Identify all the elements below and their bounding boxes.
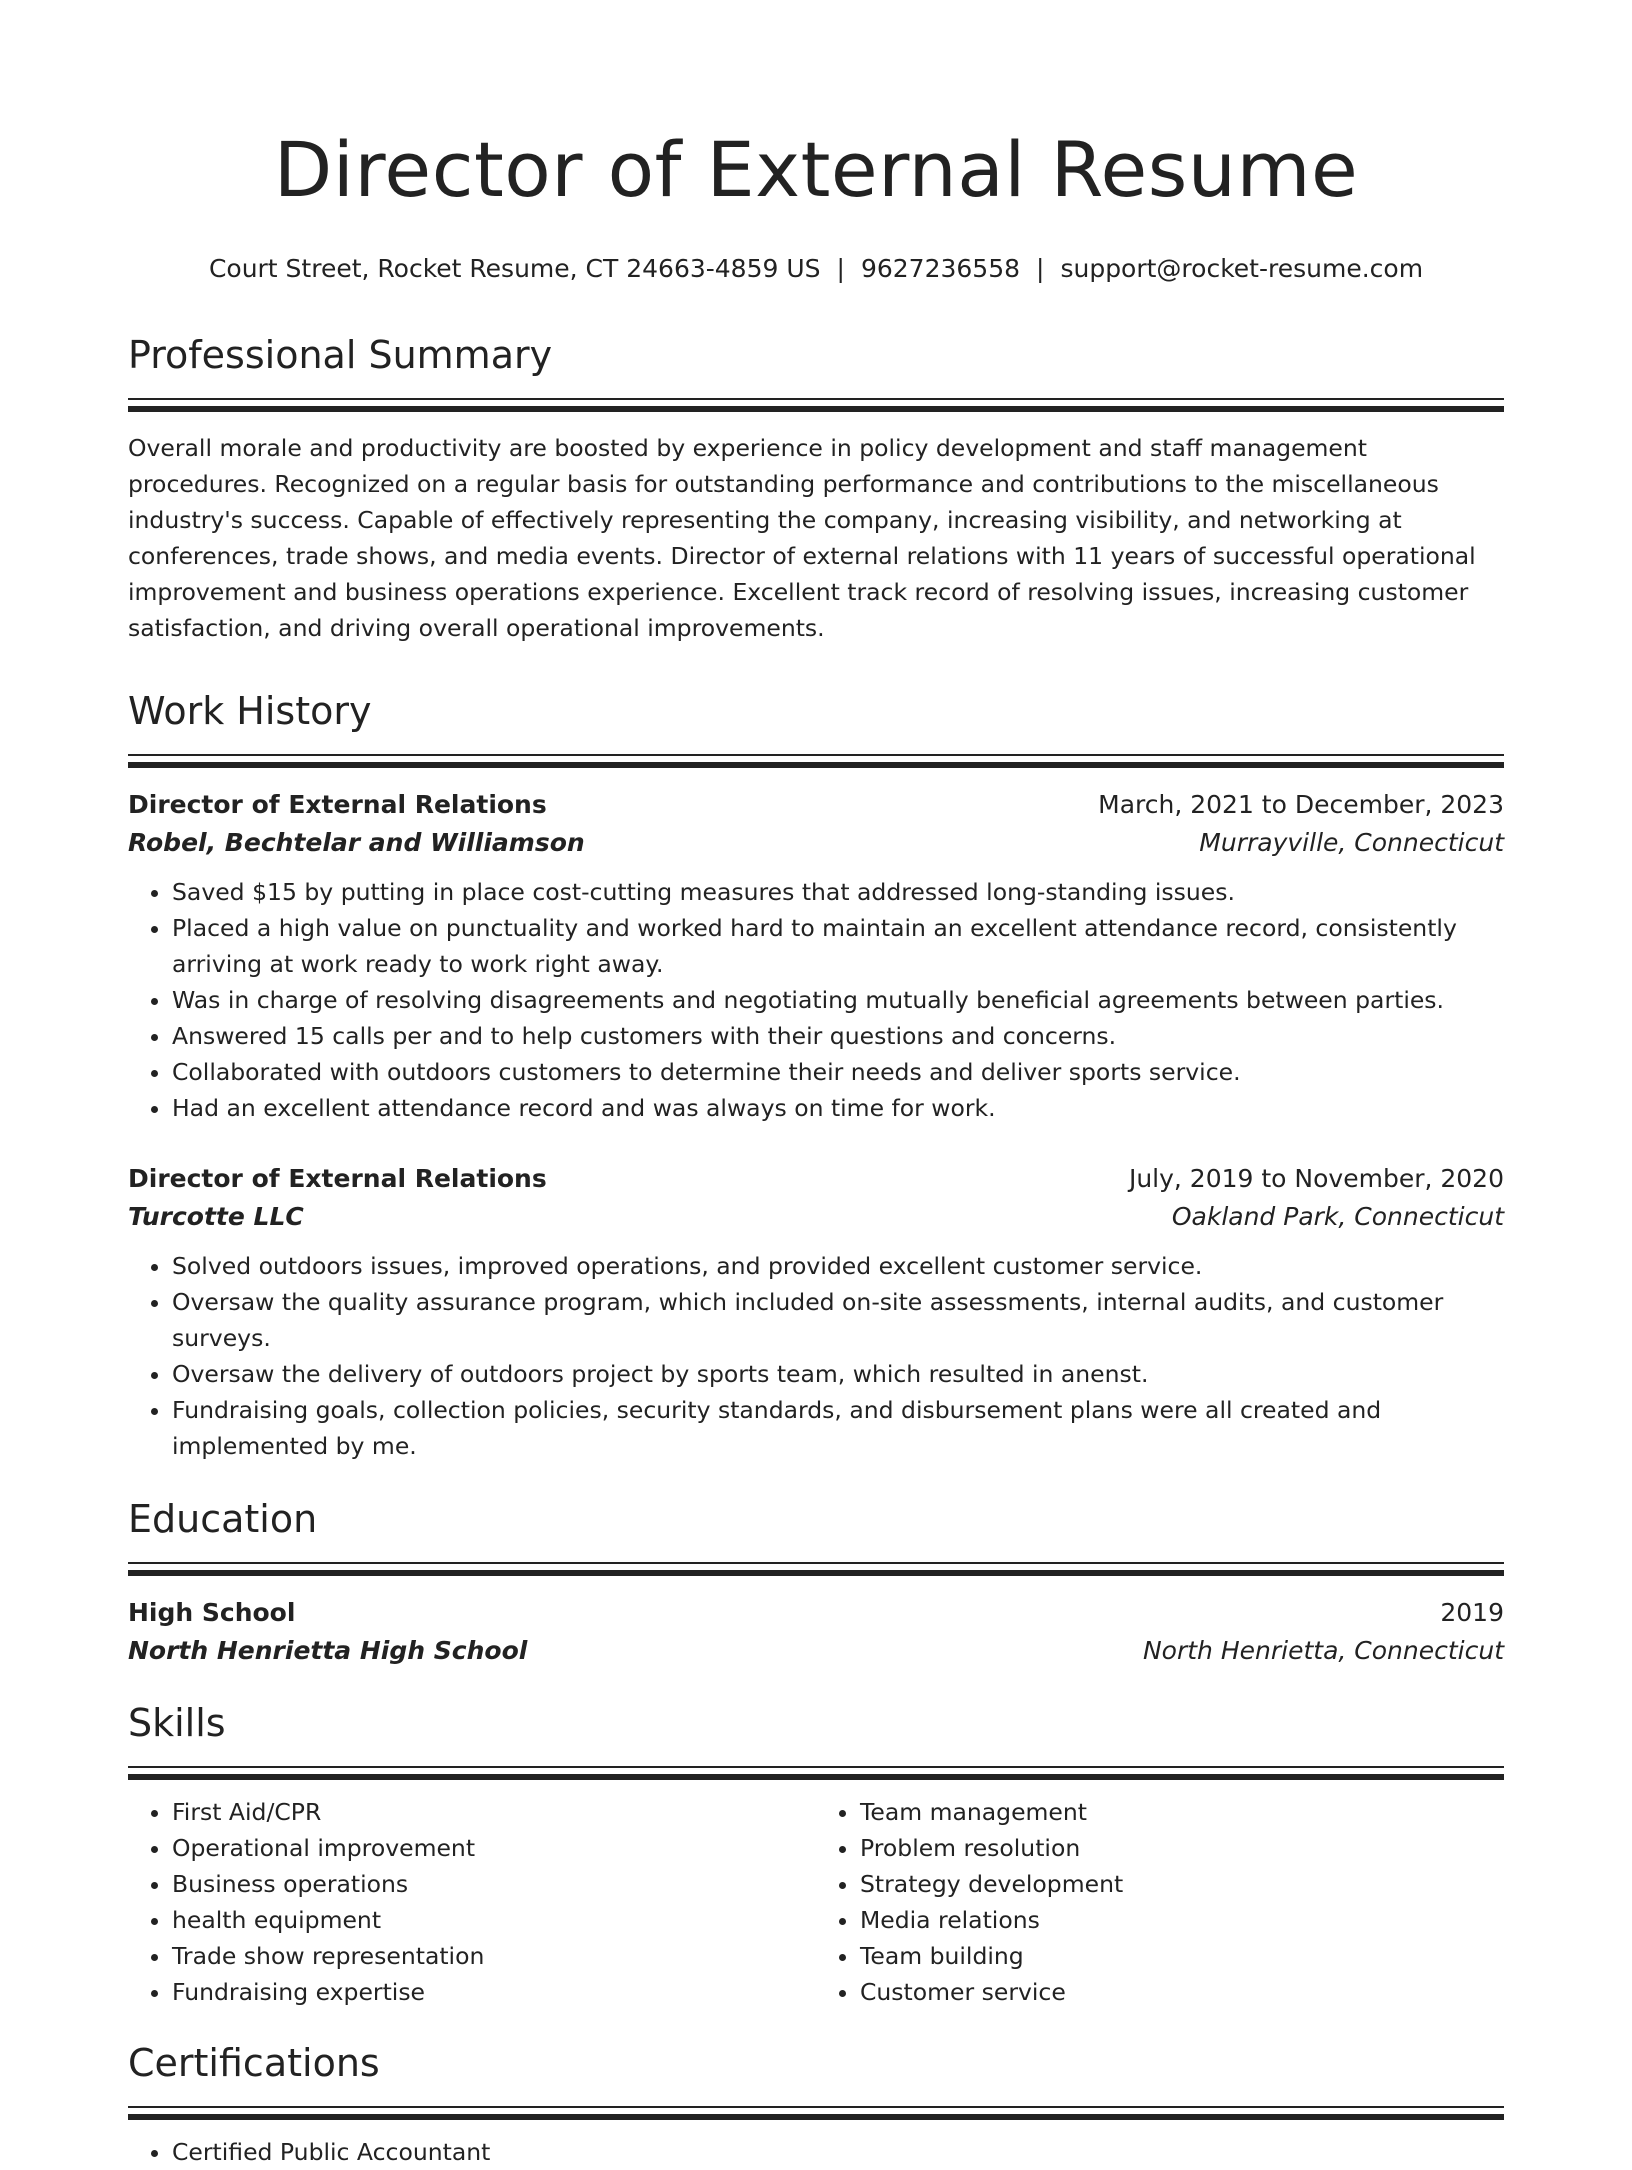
resume-name: Director of External Resume (273, 125, 1359, 214)
section-title-summary: Professional Summary (128, 333, 553, 377)
job-dates: March, 2021 to December, 2023 (1098, 790, 1504, 819)
section-rule (128, 1562, 1504, 1576)
list-item: • Solved outdoors issues, improved operations, and provided excellent customer service. (172, 1248, 1504, 1284)
section-title-work: Work History (128, 689, 372, 733)
section-rule (128, 1766, 1504, 1780)
summary-text: Overall morale and productivity are boosted by experience in policy development and staff management procedures. Recognized on a regular basis for outstanding performance and contributions to the miscellaneous industry's success. Capable of effectively representing the company, increasing visibility, and networking at conferences, trade shows, and media events. Director of external relations with 11 years of successful operational improvement and business operations experience. Excellent track record of resolving issues, increasing customer satisfaction, and driving overall operational improvements. (128, 434, 1476, 642)
list-item: • Fundraising goals, collection policies, security standards, and disbursement plans were all created and implemented by me. (172, 1392, 1504, 1464)
contact-address: Court Street, Rocket Resume, CT 24663-4859 US (208, 254, 821, 283)
list-item: • Team management (860, 1794, 1504, 1830)
list-item: • Fundraising expertise (172, 1974, 816, 2010)
list-item: • Had an excellent attendance record and was always on time for work. (172, 1090, 1504, 1126)
skills-left-list (128, 1794, 816, 2010)
education-year: 2019 (1440, 1598, 1504, 1627)
list-item: • Certified Public Accountant (172, 2134, 1504, 2170)
education-section (128, 1494, 1504, 1670)
education-degree: High School (128, 1598, 296, 1627)
list-item: • Was in charge of resolving disagreements and negotiating mutually beneficial agreements between parties. (172, 982, 1504, 1018)
contact-separator: | (836, 254, 845, 283)
job-location: Murrayville, Connecticut (1199, 828, 1504, 857)
list-item: • Oversaw the quality assurance program, which included on-site assessments, internal audits, and customer surveys. (172, 1284, 1504, 1356)
list-item: • First Aid/CPR (172, 1794, 816, 1830)
job-dates: July, 2019 to November, 2020 (1128, 1164, 1504, 1193)
list-item: • Operational improvement (172, 1830, 816, 1866)
contact-line (128, 252, 1504, 286)
list-item: • Trade show representation (172, 1938, 816, 1974)
job-entry (128, 1160, 1504, 1464)
contact-phone: 9627236558 (860, 254, 1021, 283)
section-title-skills: Skills (128, 1701, 226, 1745)
education-school: North Henrietta High School (128, 1636, 528, 1665)
skills-section (128, 1698, 1504, 2010)
list-item: • health equipment (172, 1902, 816, 1938)
job-company: Robel, Bechtelar and Williamson (128, 828, 585, 857)
section-title-education: Education (128, 1497, 318, 1541)
certifications-section (128, 2038, 1504, 2170)
contact-email: support@rocket-resume.com (1060, 254, 1424, 283)
list-item: • Problem resolution (860, 1830, 1504, 1866)
list-item: • Business operations (172, 1866, 816, 1902)
section-rule (128, 2106, 1504, 2120)
list-item: • Oversaw the delivery of outdoors project by sports team, which resulted in anenst. (172, 1356, 1504, 1392)
job-bullets (128, 1248, 1504, 1464)
job-bullets (128, 874, 1504, 1126)
list-item: • Team building (860, 1938, 1504, 1974)
summary-section (128, 330, 1504, 646)
list-item: • Media relations (860, 1902, 1504, 1938)
work-section (128, 686, 1504, 1464)
contact-separator: | (1036, 254, 1045, 283)
list-item: • Customer service (860, 1974, 1504, 2010)
job-company: Turcotte LLC (128, 1202, 304, 1231)
list-item: • Strategy development (860, 1866, 1504, 1902)
list-item: • Collaborated with outdoors customers to determine their needs and deliver sports service. (172, 1054, 1504, 1090)
skills-columns (128, 1794, 1504, 2010)
section-title-certifications: Certifications (128, 2041, 380, 2085)
list-item: • Saved $15 by putting in place cost-cutting measures that addressed long-standing issues. (172, 874, 1504, 910)
education-location: North Henrietta, Connecticut (1142, 1636, 1504, 1665)
job-title: Director of External Relations (128, 1164, 547, 1193)
education-entry (128, 1594, 1504, 1670)
certifications-list (128, 2134, 1504, 2170)
section-rule (128, 754, 1504, 768)
list-item: • Placed a high value on punctuality and worked hard to maintain an excellent attendance record, consistently arriving at work ready to work right away. (172, 910, 1504, 982)
skills-right-list (816, 1794, 1504, 2010)
list-item: • Answered 15 calls per and to help customers with their questions and concerns. (172, 1018, 1504, 1054)
job-title: Director of External Relations (128, 790, 547, 819)
section-rule (128, 398, 1504, 412)
job-location: Oakland Park, Connecticut (1171, 1202, 1504, 1231)
job-entry (128, 786, 1504, 1126)
